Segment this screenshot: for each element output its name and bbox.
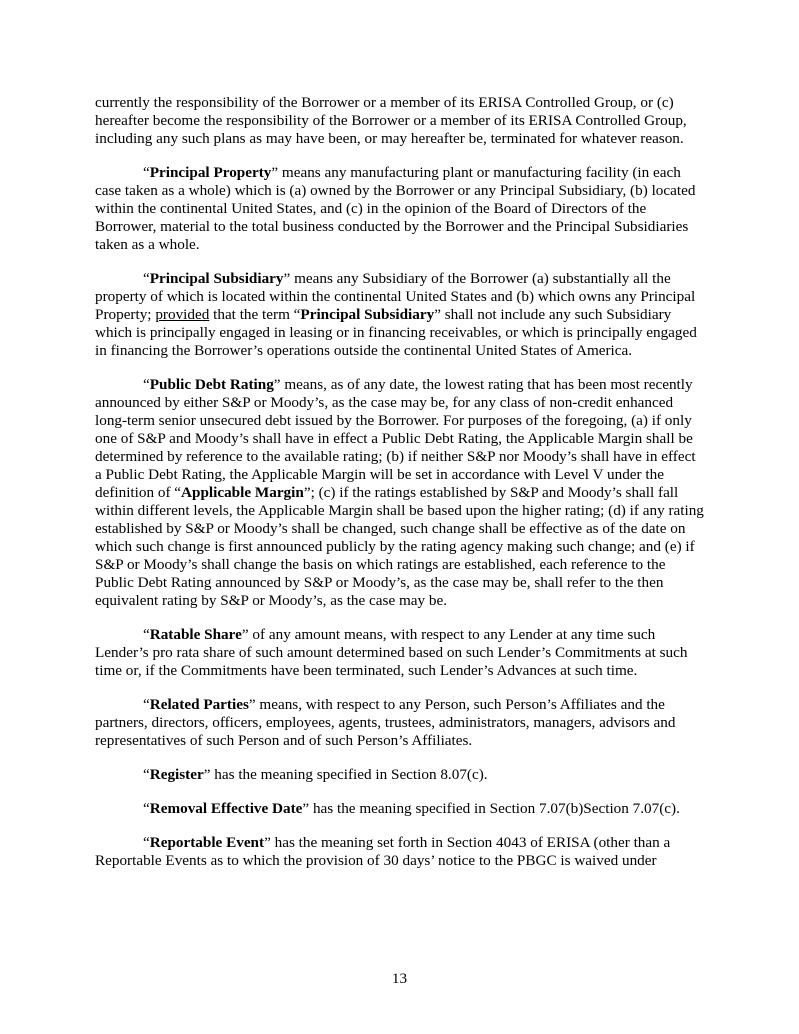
- definition-text: means any Subsidiary of the Borrower (a) substantially all the property of which is located within the continental United States and (b) which owns any Principal Property;: [95, 270, 696, 323]
- definition-text: ” shall not include any such Subsidiary which is principally engaged in leasing or in financing receivables, or which is principally engaged in financing the Borrower’s operations outside the continental United States of America.: [95, 306, 697, 359]
- paragraph-erisa-continuation: currently the responsibility of the Borrower or a member of its ERISA Controlled Group, or (c) hereafter become the responsibility of the Borrower or a member of its ERISA Controlled Group, including any such plans as may have been, or may hereafter be, terminated for whatever reason.: [95, 94, 687, 147]
- definition-related-parties: “Related Parties” means, with respect to any Person, such Person’s Affiliates and the partners, directors, officers, employees, agents, trustees, administrators, managers, advisors and representatives of such Person and of such Person’s Affiliates.: [95, 696, 676, 749]
- definition-register: “Register” has the meaning specified in Section 8.07(c).: [143, 766, 488, 783]
- definition-principal-subsidiary: “Principal Subsidiary” means any Subsidiary of the Borrower (a) substantially all the property of which is located within the continental United States and (b) which owns any Principal Property; provided that the term “Principal Subsidiary” shall not include any such Subsidiary which is principally engaged in leasing or in financing receivables, or which is principally engaged in financing the Borrower’s operations outside the continental United States of America.: [95, 270, 697, 359]
- definition-text: means any manufacturing plant or manufacturing facility (in each case taken as a whole) which is (a) owned by the Borrower or any Principal Subsidiary, (b) located within the continental United States, and (c) in the opinion of the Board of Directors of the Borrower, material to the total business conducted by the Borrower and the Principal Subsidiaries taken as a whole.: [95, 164, 696, 253]
- definition-ratable-share: “Ratable Share” of any amount means, with respect to any Lender at any time such Lender’s pro rata share of such amount determined based on such Lender’s Commitments at such time or, if the Commitments have been terminated, such Lender’s Advances at such time.: [95, 626, 688, 679]
- definition-public-debt-rating: “Public Debt Rating” means, as of any date, the lowest rating that has been most recently announced by either S&P or Moody’s, as the case may be, for any class of non-credit enhanced long-term senior unsecured debt issued by the Borrower. For purposes of the foregoing, (a) if only one of S&P and Moody’s shall have in effect a Public Debt Rating, the Applicable Margin shall be determined by reference to the available rating; (b) if neither S&P nor Moody’s shall have in effect a Public Debt Rating, the Applicable Margin will be set in accordance with Level V under the definition of “Applicable Margin”; (c) if the ratings established by S&P and Moody’s shall fall within different levels, the Applicable Margin shall be based upon the higher rating; (d) if any rating established by S&P or Moody’s shall be changed, such change shall be effective as of the date on which such change is first announced publicly by the rating agency making such change; and (e) if S&P or Moody’s shall change the basis on which ratings are established, each reference to the Public Debt Rating announced by S&P or Moody’s, as the case may be, shall refer to the then equivalent rating by S&P or Moody’s, as the case may be.: [95, 376, 704, 609]
- page-number: 13: [391, 970, 408, 987]
- definition-reportable-event: “Reportable Event” has the meaning set forth in Section 4043 of ERISA (other than a Reportable Events as to which the provision of 30 days’ notice to the PBGC is waived under: [95, 834, 671, 869]
- underlined-word: provided: [155, 306, 210, 323]
- definition-text: means, with respect to any Person, such Person’s Affiliates and the partners, directors, officers, employees, agents, trustees, administrators, managers, advisors and representatives of such Person and of such Person’s Affiliates.: [95, 696, 676, 749]
- defined-term: Ratable Share: [149, 626, 242, 643]
- defined-term: Applicable Margin: [181, 484, 304, 501]
- definition-text: has the meaning specified in Section 8.07(c).: [210, 766, 488, 783]
- definition-text: means, as of any date, the lowest rating that has been most recently announced by either S&P or Moody’s, as the case may be, for any class of non-credit enhanced long-term senior unsecured debt issued by the Borrower. For purposes of the foregoing, (a) if only one of S&P and Moody’s shall have in effect a Public Debt Rating, the Applicable Margin shall be determined by reference to the available rating; (b) if neither S&P nor Moody’s shall have in effect a Public Debt Rating, the Applicable Margin will be set in accordance with Level V under the definition of “: [95, 376, 696, 501]
- defined-term: Principal Subsidiary: [300, 306, 435, 323]
- defined-term: Removal Effective Date: [149, 800, 303, 817]
- definition-text: has the meaning specified in Section 7.07(b)Section 7.07(c).: [309, 800, 680, 817]
- document-page: [95, 94, 706, 886]
- definition-text: that the term “: [209, 306, 301, 323]
- definition-principal-property: “Principal Property” means any manufacturing plant or manufacturing facility (in each case taken as a whole) which is (a) owned by the Borrower or any Principal Subsidiary, (b) located within the continental United States, and (c) in the opinion of the Board of Directors of the Borrower, material to the total business conducted by the Borrower and the Principal Subsidiaries taken as a whole.: [95, 164, 696, 253]
- defined-term: Register: [149, 766, 204, 783]
- definition-text: has the meaning set forth in Section 4043 of ERISA (other than a Reportable Events as to which the provision of 30 days’ notice to the PBGC is waived under: [95, 834, 671, 869]
- definition-text: of any amount means, with respect to any Lender at any time such Lender’s pro rata share of such amount determined based on such Lender’s Commitments at such time or, if the Commitments have been terminated, such Lender’s Advances at such time.: [95, 626, 688, 679]
- defined-term: Public Debt Rating: [149, 376, 274, 393]
- defined-term: Principal Property: [149, 164, 272, 181]
- defined-term: Principal Subsidiary: [149, 270, 284, 287]
- definition-removal-effective-date: “Removal Effective Date” has the meaning specified in Section 7.07(b)Section 7.07(c).: [143, 800, 680, 817]
- defined-term: Related Parties: [149, 696, 249, 713]
- defined-term: Reportable Event: [149, 834, 265, 851]
- definition-text: ”; (c) if the ratings established by S&P and Moody’s shall fall within different levels, the Applicable Margin shall be based upon the higher rating; (d) if any rating established by S&P or Moody’s shall be changed, such change shall be effective as of the date on which such change is first announced publicly by the rating agency making such change; and (e) if S&P or Moody’s shall change the basis on which ratings are established, each reference to the Public Debt Rating announced by S&P or Moody’s, as the case may be, shall refer to the then equivalent rating by S&P or Moody’s, as the case may be.: [95, 484, 704, 609]
